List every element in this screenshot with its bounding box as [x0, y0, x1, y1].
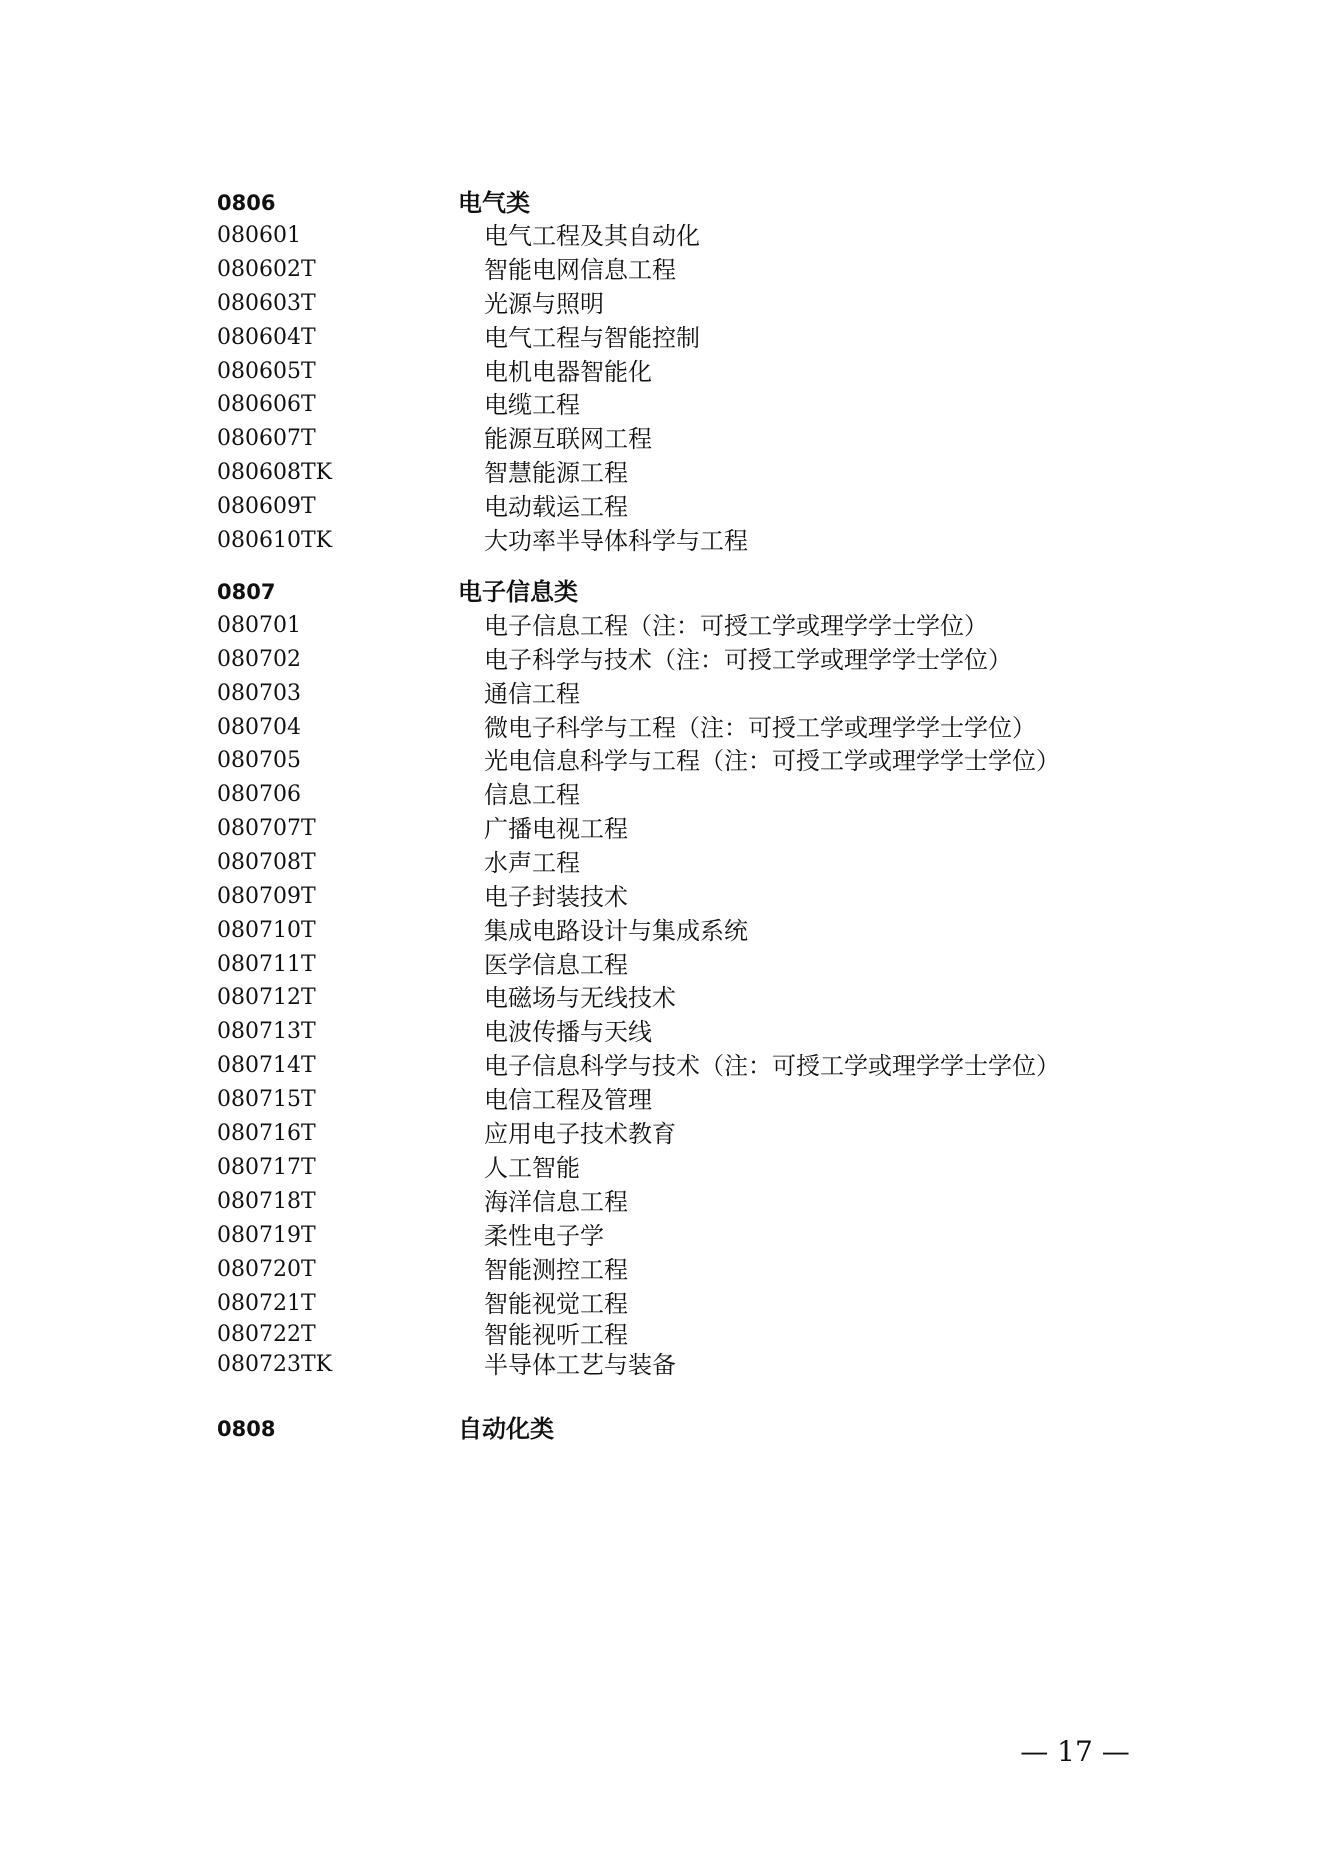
major-name: 应用电子技术教育 [484, 1120, 676, 1148]
major-row [0, 1347, 1323, 1383]
category-code: 0806 [217, 191, 276, 215]
major-code: 080606T [217, 392, 316, 417]
major-row [0, 777, 1323, 813]
major-row [0, 845, 1323, 881]
major-code: 080703 [217, 681, 301, 706]
major-row [0, 354, 1323, 390]
major-code: 080712T [217, 985, 316, 1010]
major-row [0, 811, 1323, 847]
major-code: 080705 [217, 748, 301, 773]
major-name: 大功率半导体科学与工程 [484, 527, 748, 555]
major-name: 信息工程 [484, 781, 580, 809]
major-code: 080604T [217, 325, 316, 350]
major-code: 080717T [217, 1155, 316, 1180]
major-name: 电气工程及其自动化 [484, 222, 700, 250]
major-code: 080720T [217, 1257, 316, 1282]
major-code: 080715T [217, 1087, 316, 1112]
major-row [0, 1252, 1323, 1288]
major-row [0, 980, 1323, 1016]
major-name: 柔性电子学 [484, 1222, 604, 1250]
major-name: 半导体工艺与装备 [484, 1351, 676, 1379]
major-name: 智能视听工程 [484, 1321, 628, 1349]
major-code: 080702 [217, 647, 301, 672]
major-row [0, 1014, 1323, 1050]
category-name: 自动化类 [458, 1415, 554, 1443]
major-code: 080602T [217, 257, 316, 282]
major-name: 电磁场与无线技术 [484, 984, 676, 1012]
page-number: — 17 — [1020, 1735, 1130, 1768]
major-code: 080609T [217, 494, 316, 519]
major-row [0, 1116, 1323, 1152]
major-row [0, 1184, 1323, 1220]
major-code: 080711T [217, 952, 316, 977]
major-name: 电动载运工程 [484, 493, 628, 521]
major-row [0, 523, 1323, 559]
major-name: 电子封装技术 [484, 883, 628, 911]
major-name: 智能视觉工程 [484, 1290, 628, 1318]
category-name: 电子信息类 [458, 578, 578, 606]
major-row [0, 286, 1323, 322]
major-name: 通信工程 [484, 680, 580, 708]
major-name: 电机电器智能化 [484, 358, 652, 386]
major-code: 080608TK [217, 460, 333, 485]
major-code: 080721T [217, 1291, 316, 1316]
major-row [0, 421, 1323, 457]
major-row [0, 218, 1323, 254]
major-code: 080708T [217, 850, 316, 875]
major-name: 电子信息科学与技术（注：可授工学或理学学士学位） [484, 1052, 1060, 1080]
major-name: 人工智能 [484, 1154, 580, 1182]
major-code: 080719T [217, 1223, 316, 1248]
major-row [0, 710, 1323, 746]
major-row [0, 608, 1323, 644]
category-name: 电气类 [458, 189, 530, 217]
major-row [0, 387, 1323, 423]
major-code: 080714T [217, 1053, 316, 1078]
major-row [0, 947, 1323, 983]
major-code: 080701 [217, 613, 301, 638]
major-code: 080707T [217, 816, 316, 841]
major-row [0, 1082, 1323, 1118]
major-row [0, 320, 1323, 356]
major-row [0, 913, 1323, 949]
major-name: 医学信息工程 [484, 951, 628, 979]
major-code: 080704 [217, 715, 301, 740]
major-name: 光源与照明 [484, 290, 604, 318]
major-name: 微电子科学与工程（注：可授工学或理学学士学位） [484, 714, 1036, 742]
major-name: 广播电视工程 [484, 815, 628, 843]
major-name: 水声工程 [484, 849, 580, 877]
major-code: 080710T [217, 918, 316, 943]
major-row [0, 743, 1323, 779]
category-code: 0808 [217, 1417, 276, 1441]
major-name: 电子信息工程（注：可授工学或理学学士学位） [484, 612, 988, 640]
major-code: 080722T [217, 1322, 316, 1347]
major-code: 080713T [217, 1019, 316, 1044]
major-name: 智慧能源工程 [484, 459, 628, 487]
major-row [0, 489, 1323, 525]
major-row [0, 676, 1323, 712]
major-row [0, 1048, 1323, 1084]
major-row [0, 642, 1323, 678]
major-name: 光电信息科学与工程（注：可授工学或理学学士学位） [484, 747, 1060, 775]
major-name: 电缆工程 [484, 391, 580, 419]
major-code: 080706 [217, 782, 301, 807]
major-code: 080603T [217, 291, 316, 316]
major-name: 电子科学与技术（注：可授工学或理学学士学位） [484, 646, 1012, 674]
major-code: 080718T [217, 1189, 316, 1214]
major-row [0, 879, 1323, 915]
major-row [0, 1218, 1323, 1254]
major-name: 电信工程及管理 [484, 1086, 652, 1114]
major-code: 080709T [217, 884, 316, 909]
major-name: 电波传播与天线 [484, 1018, 652, 1046]
major-name: 智能电网信息工程 [484, 256, 676, 284]
major-row [0, 1150, 1323, 1186]
category-header-row [0, 574, 1323, 610]
category-code: 0807 [217, 580, 276, 604]
major-code: 080610TK [217, 528, 333, 553]
major-code: 080605T [217, 359, 316, 384]
major-code: 080716T [217, 1121, 316, 1146]
major-name: 智能测控工程 [484, 1256, 628, 1284]
major-name: 海洋信息工程 [484, 1188, 628, 1216]
major-code: 080601 [217, 223, 301, 248]
category-header-row [0, 185, 1323, 221]
major-name: 电气工程与智能控制 [484, 324, 700, 352]
major-name: 能源互联网工程 [484, 425, 652, 453]
major-name: 集成电路设计与集成系统 [484, 917, 748, 945]
major-row [0, 455, 1323, 491]
major-code: 080723TK [217, 1352, 333, 1377]
category-header-row [0, 1411, 1323, 1447]
major-code: 080607T [217, 426, 316, 451]
major-row [0, 252, 1323, 288]
